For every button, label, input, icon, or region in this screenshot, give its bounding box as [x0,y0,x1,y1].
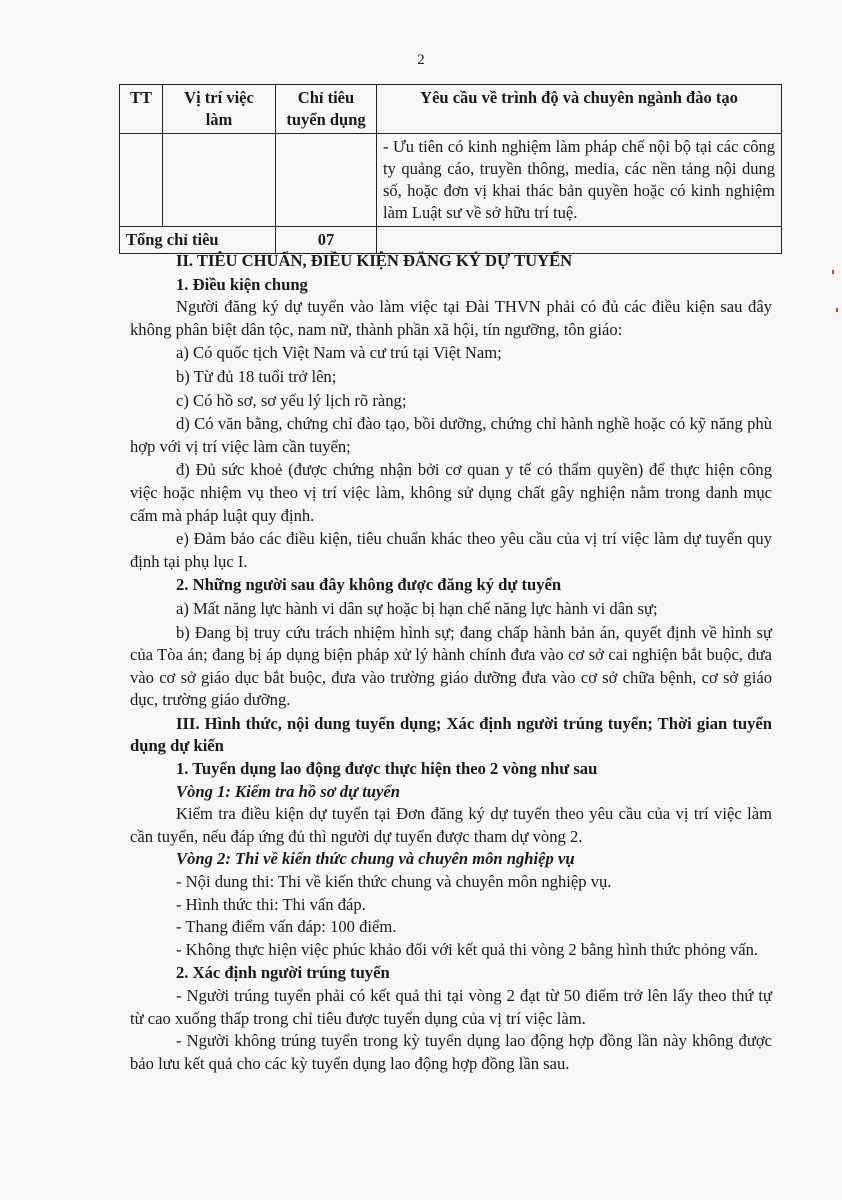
table-row [120,134,782,227]
header-tt: TT [120,85,163,134]
table-header-row [120,85,782,134]
row-requirements: - Ưu tiên có kinh nghiệm làm pháp chế nội bộ tại các công ty quảng cáo, truyền thông, media, các nền tảng nội dung số, hoặc đơn vị khai thác bản quyền hoặc có kinh nghiệm làm Luật sư về sở hữu trí tuệ. [377,134,782,227]
list-item: b) Từ đủ 18 tuổi trở lên; [176,366,337,386]
row-tt [120,134,163,227]
section-2-1-title: 1. Điều kiện chung [176,274,308,294]
list-item: - Thang điểm vấn đáp: 100 điểm. [176,917,397,937]
scan-mark [836,308,838,312]
list-item: - Người trúng tuyển phải có kết quả thi tại vòng 2 đạt từ 50 điểm trở lên lấy theo thứ tự từ cao xuống thấp trong chỉ tiêu được tuyển dụng của vị trí việc làm. [130,986,772,1028]
list-item: - Không thực hiện việc phúc khảo đối với kết quả thi vòng 2 bằng hình thức phỏng vấn. [176,939,759,959]
section-2-2-title: 2. Những người sau đây không được đăng ký dự tuyển [176,575,562,595]
list-item: b) Đang bị truy cứu trách nhiệm hình sự; đang chấp hành bản án, quyết định về hình sự của Tòa án; đang bị áp dụng biện pháp xử lý hành chính đưa vào cơ sở cai nghiện bắt buộc, đưa vào cơ sở giáo dục bắt buộc, đưa vào trường giáo dưỡng đưa vào cơ sở chữa bệnh, cơ sở giáo dục, trường giáo dưỡng. [130,622,772,710]
page-number: 2 [417,52,425,68]
document-body [130,250,772,1075]
list-item: - Người không trúng tuyển trong kỳ tuyển dụng lao động hợp đồng lần này không được bảo lưu kết quả cho các kỳ tuyển dụng lao động hợp đồng lần sau. [130,1031,772,1073]
header-requirements: Yêu cầu về trình độ và chuyên ngành đào tạo [377,85,782,134]
row-quota [276,134,377,227]
total-label: Tổng chỉ tiêu [120,227,276,254]
list-item: - Hình thức thi: Thi vấn đáp. [176,894,366,914]
round-1-text: Kiểm tra điều kiện dự tuyển tại Đơn đăng ký dự tuyển theo yêu cầu của vị trí việc làm cần tuyển, nếu đáp ứng đủ thì người dự tuyển được tham dự vòng 2. [130,804,772,846]
section-2-1-intro: Người đăng ký dự tuyển vào làm việc tại Đài THVN phải có đủ các điều kiện sau đây không phân biệt dân tộc, nam nữ, thành phần xã hội, tín ngưỡng, tôn giáo: [130,297,772,339]
section-3-1-title: 1. Tuyển dụng lao động được thực hiện theo 2 vòng như sau [176,759,598,779]
list-item: e) Đảm bảo các điều kiện, tiêu chuẩn khác theo yêu cầu của vị trí việc làm dự tuyển quy định tại phụ lục I. [130,529,772,571]
list-item: d) Có văn bằng, chứng chỉ đào tạo, bồi dưỡng, chứng chỉ hành nghề hoặc có kỹ năng phù hợp với vị trí việc làm cần tuyển; [130,414,772,456]
list-item: c) Có hồ sơ, sơ yếu lý lịch rõ ràng; [176,390,407,410]
list-item: a) Mất năng lực hành vi dân sự hoặc bị hạn chế năng lực hành vi dân sự; [176,598,658,618]
row-position [163,134,276,227]
section-3-title: III. Hình thức, nội dung tuyển dụng; Xác định người trúng tuyển; Thời gian tuyển dụng dự kiến [130,713,772,756]
round-1-title: Vòng 1: Kiểm tra hồ sơ dự tuyển [176,781,400,801]
round-2-title: Vòng 2: Thi về kiến thức chung và chuyên môn nghiệp vụ [176,849,575,869]
list-item: a) Có quốc tịch Việt Nam và cư trú tại Việt Nam; [176,343,502,363]
list-item: - Nội dung thi: Thi về kiến thức chung và chuyên môn nghiệp vụ. [176,872,612,892]
header-position: Vị trí việc làm [163,85,276,134]
scan-mark [832,270,834,274]
recruitment-table [119,84,782,254]
section-3-2-title: 2. Xác định người trúng tuyển [176,963,390,983]
section-2-title: II. TIÊU CHUẨN, ĐIỀU KIỆN ĐĂNG KÝ DỰ TUYỂN [176,251,573,270]
header-quota: Chỉ tiêu tuyển dụng [276,85,377,134]
list-item: đ) Đủ sức khoẻ (được chứng nhận bởi cơ quan y tế có thẩm quyền) để thực hiện công việc hoặc nhiệm vụ theo vị trí việc làm, không sử dụng chất gây nghiện nằm trong danh mục cấm mà pháp luật quy định. [130,460,772,525]
total-value: 07 [276,227,377,254]
